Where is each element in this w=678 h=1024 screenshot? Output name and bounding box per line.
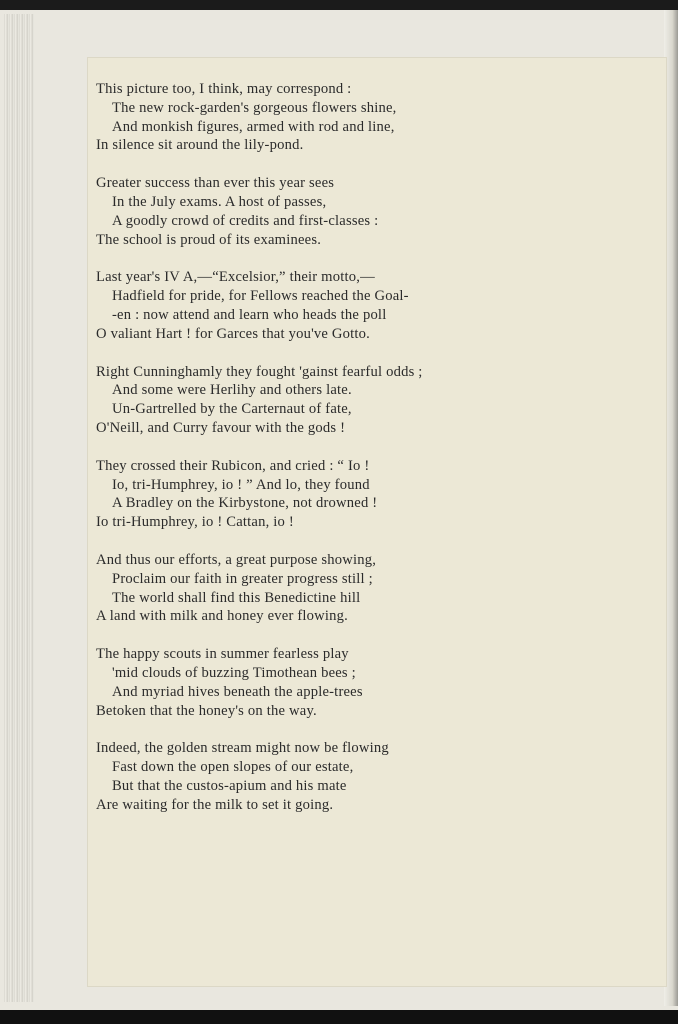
poem-line: The world shall find this Benedictine hill [112, 589, 361, 606]
poem-line: Fast down the open slopes of our estate, [112, 759, 354, 776]
stanza [96, 268, 566, 343]
poem-line: Are waiting for the milk to set it going. [96, 796, 334, 813]
poem-line: And myriad hives beneath the apple-trees [112, 683, 363, 700]
poem-line: The new rock-garden's gorgeous flowers shine, [112, 99, 397, 116]
poem-line: Proclaim our faith in greater progress still ; [112, 570, 373, 587]
poem-line: They crossed their Rubicon, and cried : “ Io ! [96, 457, 370, 474]
poem-line: A land with milk and honey ever flowing. [96, 608, 348, 625]
poem-line: Hadfield for pride, for Fellows reached the Goal- [112, 288, 409, 305]
poem-line: Indeed, the golden stream might now be flowing [96, 740, 389, 757]
poem-line: A goodly crowd of credits and first-classes : [112, 212, 379, 229]
poem-line: In silence sit around the lily-pond. [96, 137, 304, 154]
poem-line: Right Cunninghamly they fought 'gainst fearful odds ; [96, 363, 423, 380]
stanza [96, 174, 566, 249]
poem-line: Un-Gartrelled by the Carternaut of fate, [112, 401, 352, 418]
poem-line: O'Neill, and Curry favour with the gods ! [96, 419, 346, 436]
poem-line: This picture too, I think, may correspond : [96, 81, 352, 97]
poem-line: And thus our efforts, a great purpose showing, [96, 551, 377, 568]
stanza [96, 739, 566, 814]
poem-line: In the July exams. A host of passes, [112, 193, 327, 210]
poem-line: 'mid clouds of buzzing Timothean bees ; [112, 664, 356, 681]
stanza [96, 80, 566, 155]
poem-line: And monkish figures, armed with rod and line, [112, 118, 395, 135]
stanza [96, 645, 566, 720]
poem-line: -en : now attend and learn who heads the poll [112, 306, 387, 323]
poem-line: A Bradley on the Kirbystone, not drowned ! [112, 495, 378, 512]
poem [96, 80, 566, 834]
stanza [96, 363, 566, 438]
poem-line: Io, tri-Humphrey, io ! ” And lo, they found [112, 476, 370, 493]
poem-line: Betoken that the honey's on the way. [96, 702, 317, 719]
poem-line: O valiant Hart ! for Garces that you've Gotto. [96, 325, 371, 342]
page-edges [4, 14, 34, 1002]
poem-line: And some were Herlihy and others late. [112, 382, 352, 399]
right-page-edge [664, 10, 678, 1006]
stanza [96, 551, 566, 626]
poem-line: The school is proud of its examinees. [96, 231, 322, 248]
poem-line: Last year's IV A,—“Excelsior,” their motto,— [96, 269, 375, 286]
poem-line: Greater success than ever this year sees [96, 175, 335, 192]
stanza [96, 457, 566, 532]
poem-line: The happy scouts in summer fearless play [96, 646, 349, 663]
poem-line: But that the custos-apium and his mate [112, 777, 347, 794]
poem-line: Io tri-Humphrey, io ! Cattan, io ! [96, 514, 294, 531]
bottom-strip [0, 1010, 678, 1024]
